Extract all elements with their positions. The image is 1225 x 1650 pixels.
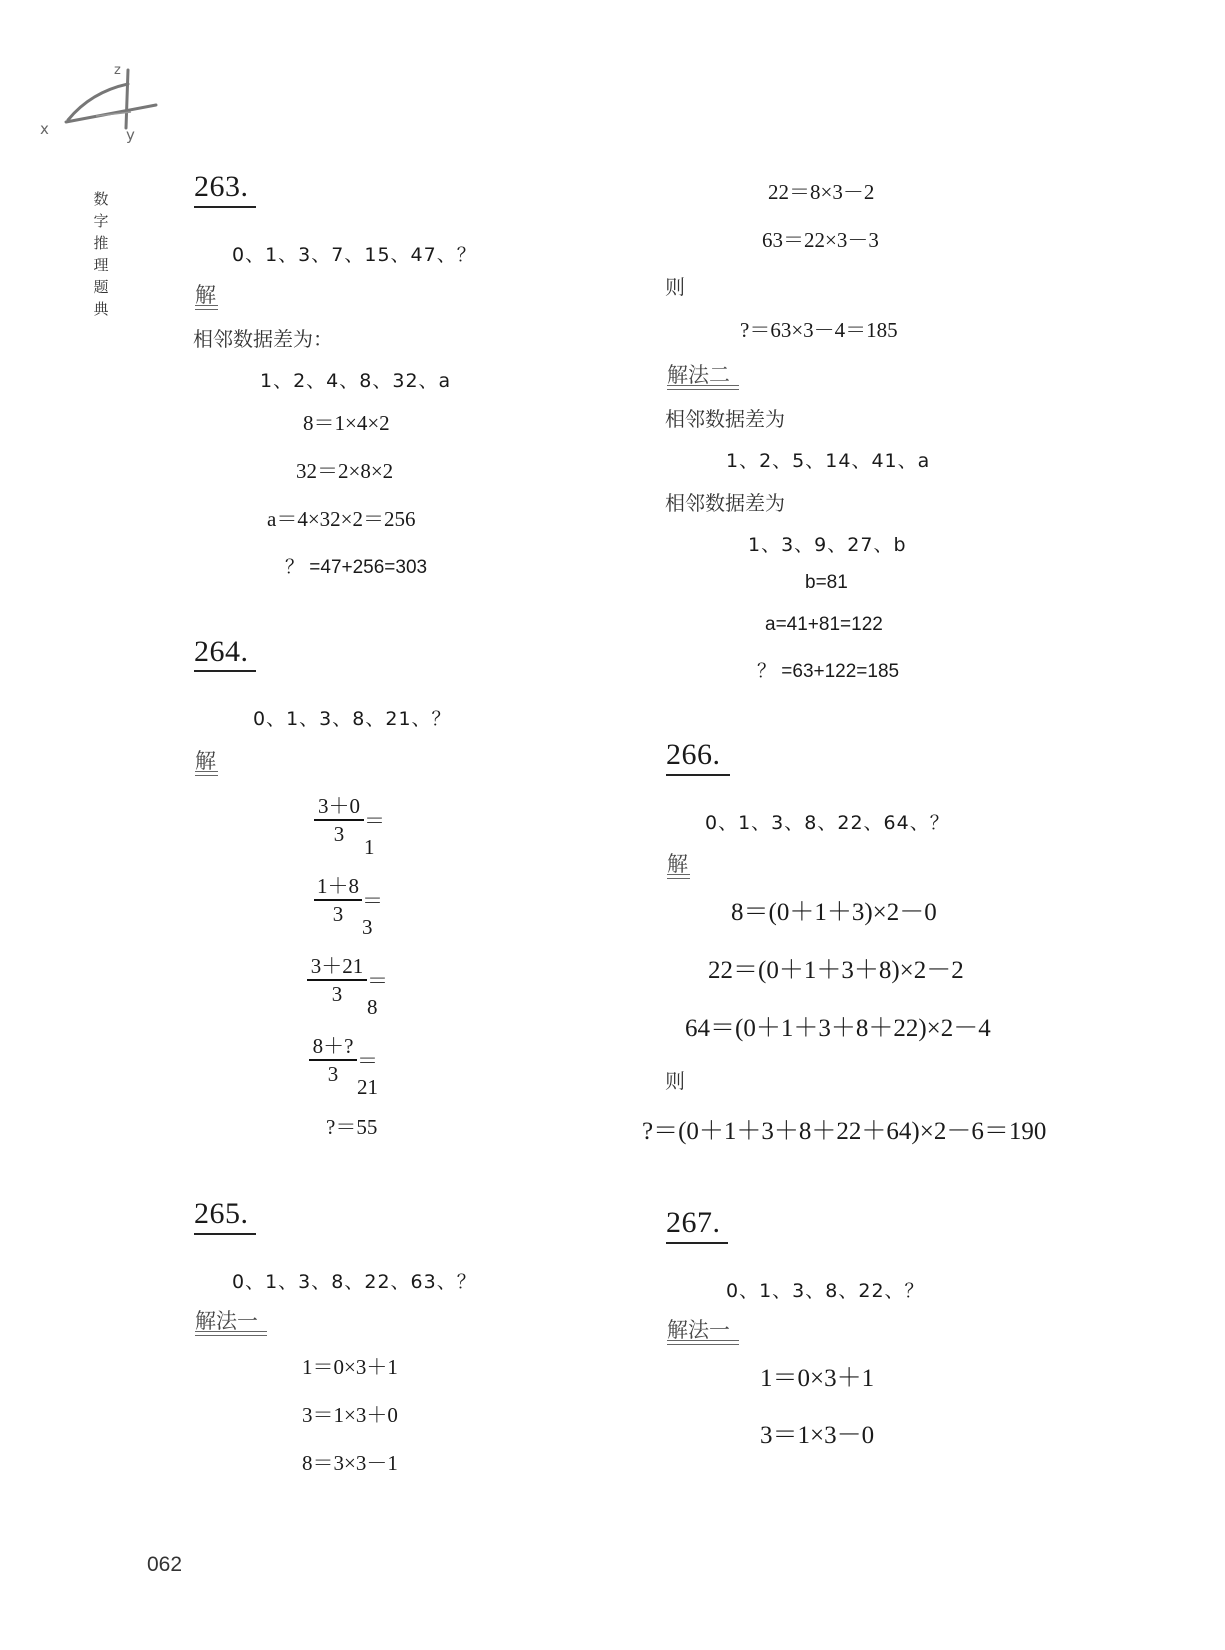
fraction-denominator: 3 xyxy=(333,822,345,846)
method-label-underline xyxy=(667,385,739,390)
book-title-char: 典 xyxy=(93,300,109,318)
problem-265-m1-answer: ?＝63×3－4＝185 xyxy=(740,318,898,342)
problem-265-m1-eq1: 1＝0×3＋1 xyxy=(302,1355,398,1379)
problem-264-answer: ?＝55 xyxy=(326,1115,378,1139)
problem-266-eq1: 8＝(0＋1＋3)×2－0 xyxy=(731,899,937,926)
problem-265-m2-intro1: 相邻数据差为 xyxy=(665,407,785,431)
fraction-result: ＝21 xyxy=(357,1049,378,1099)
axis-label-y: y xyxy=(126,126,135,144)
problem-265-number: 265. xyxy=(194,1197,249,1230)
problem-264-number: 264. xyxy=(194,635,249,668)
problem-267-method1-label: 解法一 xyxy=(667,1318,730,1342)
problem-266-eq2: 22＝(0＋1＋3＋8)×2－2 xyxy=(708,957,964,984)
problem-266-sequence: 0、1、3、8、22、64、？ xyxy=(705,812,950,834)
method-label-underline xyxy=(195,1331,267,1336)
book-title-char: 推 xyxy=(93,234,109,252)
problem-265-m2-intro2: 相邻数据差为 xyxy=(665,491,785,515)
problem-263-eq2: 32＝2×8×2 xyxy=(296,459,394,483)
problem-265-underline xyxy=(194,1233,256,1235)
problem-263-eq3: a＝4×32×2＝256 xyxy=(267,507,416,531)
book-title-char: 字 xyxy=(93,212,109,230)
problem-267-sequence: 0、1、3、8、22、？ xyxy=(726,1280,925,1302)
fraction-numerator: 3＋21 xyxy=(310,954,364,978)
problem-267-eq1: 1＝0×3＋1 xyxy=(760,1365,875,1392)
fraction-denominator: 3 xyxy=(332,902,344,926)
problem-265-m2-a: a=41+81=122 xyxy=(765,614,883,635)
problem-264-solution-label: 解 xyxy=(195,749,216,773)
solution-label-underline xyxy=(667,874,690,879)
problem-264-underline xyxy=(194,670,256,672)
fraction-bar xyxy=(309,1059,357,1061)
problem-264-sequence: 0、1、3、8、21、？ xyxy=(253,708,452,730)
problem-265-m2-diffs1: 1、2、5、14、41、a xyxy=(726,450,931,472)
problem-265-m1-eq5: 63＝22×3－3 xyxy=(762,228,879,252)
problem-265-m1-eq3: 8＝3×3－1 xyxy=(302,1451,398,1475)
solution-label-underline xyxy=(195,305,218,310)
fraction-result: ＝1 xyxy=(364,809,385,859)
problem-263-number: 263. xyxy=(194,170,249,203)
problem-265-method1-label: 解法一 xyxy=(195,1309,258,1333)
fraction-result: ＝8 xyxy=(367,969,388,1019)
problem-263-solution-label: 解 xyxy=(195,283,216,307)
problem-265-sequence: 0、1、3、8、22、63、？ xyxy=(232,1271,477,1293)
fraction-numerator: 3＋0 xyxy=(318,794,360,818)
fraction-denominator: 3 xyxy=(327,1062,339,1086)
problem-266-eq3: 64＝(0＋1＋3＋8＋22)×2－4 xyxy=(685,1015,991,1042)
book-title-char: 数 xyxy=(93,190,109,208)
fraction-bar xyxy=(314,819,364,821)
book-title-char: 理 xyxy=(93,256,109,274)
problem-266-underline xyxy=(666,774,730,776)
problem-263-eq1: 8＝1×4×2 xyxy=(303,411,390,435)
book-title-vertical xyxy=(90,188,112,320)
page-number: 062 xyxy=(147,1553,183,1576)
problem-265-m1-eq4: 22＝8×3－2 xyxy=(768,180,875,204)
problem-263-underline xyxy=(194,206,256,208)
problem-263-sequence: 0、1、3、7、15、47、？ xyxy=(232,244,477,266)
fraction-numerator: 8＋? xyxy=(312,1034,354,1058)
book-title-char: 题 xyxy=(93,278,109,296)
problem-265-m2-answer: ？ =63+122=185 xyxy=(757,661,900,682)
problem-266-number: 266. xyxy=(666,738,721,771)
problem-267-underline xyxy=(666,1242,728,1244)
problem-263-intro: 相邻数据差为： xyxy=(193,327,333,351)
problem-263-answer: ？ =47+256=303 xyxy=(285,557,428,578)
fraction-numerator: 1＋8 xyxy=(317,874,359,898)
problem-265-m2-diffs2: 1、3、9、27、b xyxy=(748,534,907,556)
problem-267-eq2: 3＝1×3－0 xyxy=(760,1422,875,1449)
problem-266-answer: ?＝(0＋1＋3＋8＋22＋64)×2－6＝190 xyxy=(642,1118,1047,1145)
problem-263-diffs: 1、2、4、8、32、a xyxy=(260,370,452,392)
problem-265-then: 则 xyxy=(665,275,685,299)
axes-logo-icon xyxy=(36,60,166,150)
axis-label-x: x xyxy=(40,120,49,138)
problem-265-m1-eq2: 3＝1×3＋0 xyxy=(302,1403,398,1427)
fraction-bar xyxy=(307,979,367,981)
axis-label-z: z xyxy=(114,63,121,78)
problem-265-m2-b: b=81 xyxy=(805,572,848,593)
solution-label-underline xyxy=(195,771,218,776)
problem-266-solution-label: 解 xyxy=(667,852,688,876)
problem-266-then: 则 xyxy=(665,1069,685,1093)
fraction-result: ＝3 xyxy=(362,889,383,939)
fraction-denominator: 3 xyxy=(331,982,343,1006)
method-label-underline xyxy=(667,1340,739,1345)
fraction-bar xyxy=(314,899,362,901)
problem-267-number: 267. xyxy=(666,1206,721,1239)
problem-265-method2-label: 解法二 xyxy=(667,363,730,387)
